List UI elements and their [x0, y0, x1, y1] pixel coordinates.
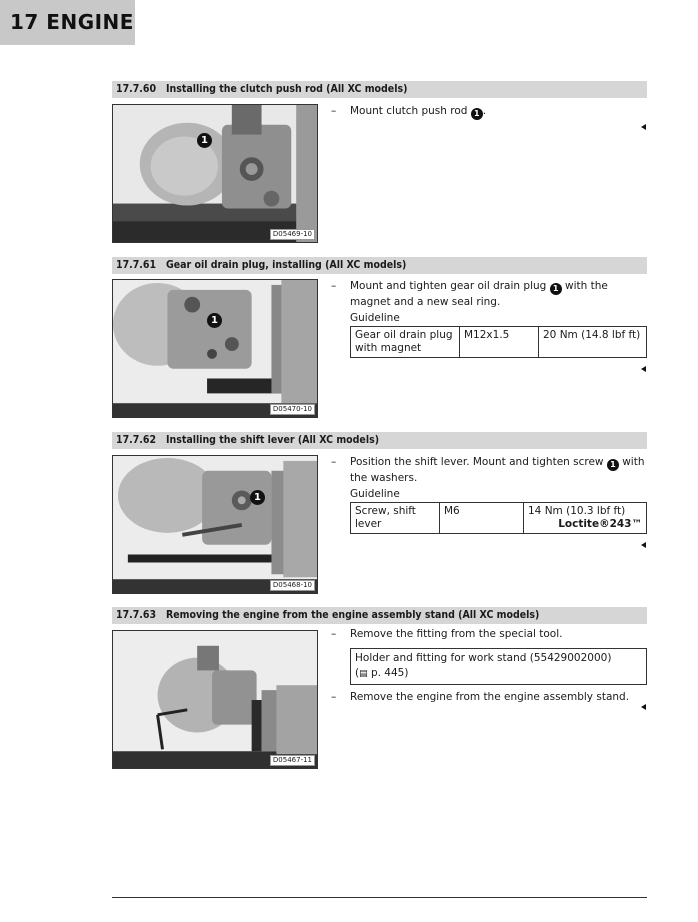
section-title: Installing the shift lever (All XC models)	[166, 434, 380, 446]
section-heading	[112, 432, 647, 449]
end-marker-icon	[641, 366, 646, 372]
engine-photo	[112, 630, 318, 769]
bullet-dash: –	[331, 691, 337, 703]
book-icon: ▤	[359, 669, 368, 679]
bullet-dash: –	[331, 280, 337, 292]
table-row	[351, 327, 647, 358]
spec-torque: 14 Nm (10.3 lbf ft)	[528, 505, 626, 517]
torque-spec-table	[350, 502, 647, 534]
section-title: Removing the engine from the engine assembly stand (All XC models)	[166, 609, 540, 621]
spec-torque-cell	[524, 503, 647, 534]
engine-photo	[112, 455, 318, 594]
instruction-block	[331, 627, 647, 705]
instruction-step: – Mount clutch push rod 1 .	[331, 105, 487, 118]
guideline-label: Guideline	[350, 488, 400, 500]
footer-divider	[112, 897, 647, 898]
spec-part: Gear oil drain plug with magnet	[351, 327, 460, 358]
callout-ref: 1	[550, 283, 562, 295]
instruction-block	[331, 279, 647, 358]
callout-ref: 1	[607, 459, 619, 471]
instruction-step: – Remove the engine from the engine assembly stand.	[331, 691, 630, 703]
instruction-step: – Mount and tighten gear oil drain plug 1 with the magnet and a new seal ring.	[331, 280, 608, 308]
bullet-dash: –	[331, 628, 337, 640]
end-marker-icon	[641, 542, 646, 548]
spec-part: Screw, shift lever	[351, 503, 440, 534]
engine-photo	[112, 279, 318, 418]
special-tool-box	[350, 648, 647, 685]
engine-photo	[112, 104, 318, 243]
section-heading	[112, 81, 647, 98]
image-code: D05468-10	[270, 580, 315, 591]
bullet-dash: –	[331, 105, 337, 117]
spec-thread: M6	[440, 503, 524, 534]
callout-marker: 1	[197, 133, 212, 148]
section-number: 17.7.62	[116, 434, 157, 446]
section-title: Installing the clutch push rod (All XC models)	[166, 83, 408, 95]
instruction-step: – Remove the fitting from the special tool.	[331, 628, 563, 640]
end-marker-icon	[641, 124, 646, 130]
guideline-label: Guideline	[350, 312, 400, 324]
chapter-tab: 17 ENGINE	[0, 0, 135, 45]
image-code: D05470-10	[270, 404, 315, 415]
instruction-block	[331, 104, 647, 120]
spec-torque: 20 Nm (14.8 lbf ft)	[539, 327, 647, 358]
section-number: 17.7.63	[116, 609, 157, 621]
section-title: Gear oil drain plug, installing (All XC models)	[166, 259, 407, 271]
end-marker-icon	[641, 704, 646, 710]
callout-marker: 1	[250, 490, 265, 505]
callout-marker: 1	[207, 313, 222, 328]
table-row	[351, 503, 647, 534]
section-number: 17.7.61	[116, 259, 157, 271]
spec-loctite: Loctite®243™	[558, 518, 642, 530]
section-heading	[112, 607, 647, 624]
bullet-dash: –	[331, 456, 337, 468]
instruction-step: – Position the shift lever. Mount and tighten screw 1 with the washers.	[331, 456, 645, 484]
spec-thread: M12x1.5	[460, 327, 539, 358]
callout-ref: 1	[471, 108, 483, 120]
tool-reference[interactable]: (▤ p. 445)	[355, 667, 409, 679]
instruction-block	[331, 455, 647, 534]
section-heading	[112, 257, 647, 274]
image-code: D05467-11	[270, 755, 315, 766]
tool-name: Holder and fitting for work stand (55429002000)	[355, 652, 612, 664]
image-code: D05469-10	[270, 229, 315, 240]
section-number: 17.7.60	[116, 83, 157, 95]
torque-spec-table	[350, 326, 647, 358]
